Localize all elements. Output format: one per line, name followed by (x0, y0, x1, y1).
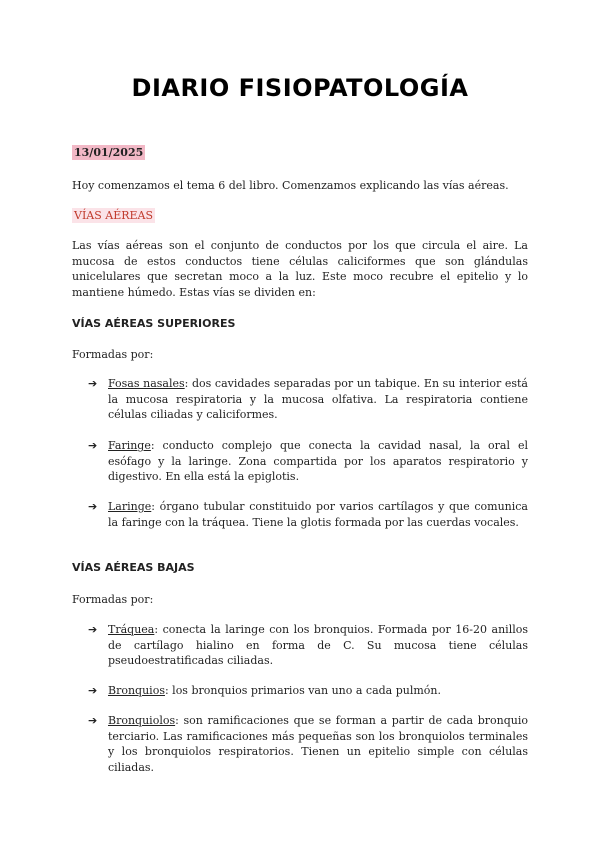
list-item (88, 376, 528, 423)
item-description: : son ramificaciones que se forman a partir de cada bronquio terciario. Las ramificaciones más pequeñas son los bronquiolos terminales y los bronquiolos respiratorios. Tienen un epitelio simple con células ciliadas. (108, 714, 528, 774)
upper-formed-by: Formadas por: (72, 348, 154, 361)
list-item (88, 499, 528, 530)
item-description: : conecta la laringe con los bronquios. Formada por 16-20 anillos de cartílago hialino en forma de C. Su mucosa tiene células pseudoestratificadas ciliadas. (108, 623, 528, 667)
arrow-icon: ➔ (88, 684, 98, 697)
arrow-icon: ➔ (88, 714, 98, 727)
list-item (88, 438, 528, 485)
list-item (88, 622, 528, 669)
arrow-icon: ➔ (88, 500, 98, 513)
list-item-text (108, 438, 528, 485)
intro-paragraph: Hoy comenzamos el tema 6 del libro. Comenzamos explicando las vías aéreas. (72, 179, 509, 192)
item-term: Bronquiolos (108, 714, 176, 727)
list-item (88, 683, 528, 699)
item-description: : órgano tubular constituido por varios cartílagos y que comunica la faringe con la tráquea. Tiene la glotis formada por las cuerdas vocales. (108, 500, 528, 529)
item-term: Faringe (108, 439, 151, 452)
date-highlight: 13/01/2025 (74, 146, 144, 159)
list-item-text (108, 713, 528, 775)
item-description: : dos cavidades separadas por un tabique. En su interior está la mucosa respiratoria y la mucosa olfativa. La respiratoria contiene células ciliadas y caliciformes. (108, 377, 528, 421)
list-item-text (108, 683, 528, 699)
arrow-icon: ➔ (88, 439, 98, 452)
item-term: Tráquea (108, 623, 155, 636)
section-paragraph: Las vías aéreas son el conjunto de conductos por los que circula el aire. La mucosa de estos conductos tiene células caliciformes que son glándulas unicelulares que secretan moco a la luz. Este moco recubre el epitelio y lo mantiene húmedo. Estas vías se dividen en: (72, 239, 528, 299)
section-label: VÍAS AÉREAS (74, 209, 154, 222)
item-description: : los bronquios primarios van uno a cada pulmón. (164, 684, 442, 697)
item-term: Fosas nasales (108, 377, 185, 390)
item-term: Bronquios (108, 684, 165, 697)
upper-airways-heading: VÍAS AÉREAS SUPERIORES (72, 317, 236, 330)
list-item-text (108, 499, 528, 530)
page-title: DIARIO FISIOPATOLOGÍA (131, 74, 469, 102)
list-item-text (108, 622, 528, 669)
list-item (88, 713, 528, 775)
lower-airways-heading: VÍAS AÉREAS BAJAS (72, 561, 195, 574)
arrow-icon: ➔ (88, 377, 98, 390)
item-term: Laringe (108, 500, 152, 513)
item-description: : conducto complejo que conecta la cavidad nasal, la oral el esófago y la laringe. Zona compartida por los aparatos respiratorio y digestivo. En ella está la epiglotis. (108, 439, 528, 483)
list-item-text (108, 376, 528, 423)
arrow-icon: ➔ (88, 623, 98, 636)
lower-formed-by: Formadas por: (72, 593, 154, 606)
